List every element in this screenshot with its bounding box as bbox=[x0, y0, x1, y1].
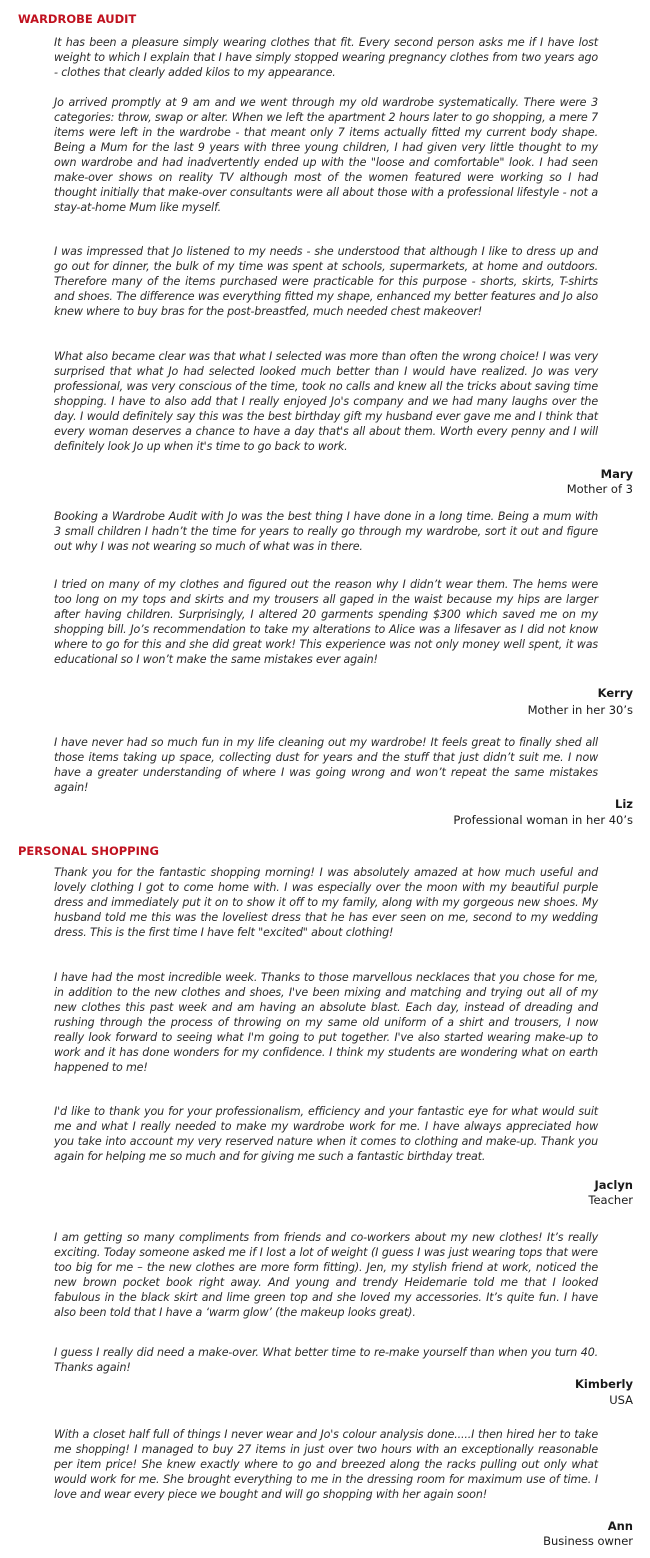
testimonial-liz-paragraph-1: I have never had so much fun in my life cleaning out my wardrobe! It feels great to finally shed all those items taking up space, collecting dust for years and the stuff that just didn’t suit me. I now have a greater understanding of where I was going wrong and won’t repeat the same mistakes again! bbox=[54, 736, 598, 794]
signature-role-ann: Business owner bbox=[543, 1534, 633, 1548]
testimonial-kerry-paragraph-1: Booking a Wardrobe Audit with Jo was the best thing I have done in a long time. Being a mum with 3 small children I hadn’t the time for years to really go through my wardrobe, sort it out and figure out why I was not wearing so much of what was in there. bbox=[54, 510, 598, 553]
testimonial-kerry-paragraph-2: I tried on many of my clothes and figured out the reason why I didn’t wear them. The hems were too long on my tops and skirts and my trousers all gaped in the waist because my hips are larger after having children. Surprisingly, I altered 20 garments spending $300 which saved me on my shopping bill. Jo’s recommendation to take my alterations to Alice was a lifesaver as I did not know where to go for this and she did great work! This experience was not only money well spent, it was educational so I won’t make the same mistakes ever again! bbox=[54, 578, 598, 666]
signature-name-liz: Liz bbox=[615, 797, 633, 811]
section-heading-personal-shopping: PERSONAL SHOPPING bbox=[18, 844, 159, 858]
signature-role-mary: Mother of 3 bbox=[566, 482, 633, 496]
testimonial-mary-paragraph-4: What also became clear was that what I selected was more than often the wrong choice! I was very surprised that what Jo had selected looked much better than I would have realized. Jo was very professional, was very conscious of the time, took no calls and knew all the tricks about saving time shopping. I have to also add that I really enjoyed Jo's company and we had many laughs over the day. I would definitely say this was the best birthday gift my husband ever gave me and I think that every woman deserves a chance to have a day that's all about them. Worth every penny and I will definitely look Jo up when it's time to go back to work. bbox=[54, 350, 598, 453]
testimonial-mary-paragraph-1: It has been a pleasure simply wearing clothes that fit. Every second person asks me if I have lost weight to which I explain that I have simply stopped wearing pregnancy clothes from two years ago - clothes that clearly added kilos to my appearance. bbox=[54, 36, 598, 79]
testimonial-jaclyn-paragraph-3: I'd like to thank you for your professionalism, efficiency and your fantastic eye for what would suit me and what I really needed to make my wardrobe work for me. I have always appreciated how you take into account my very reserved nature when it comes to clothing and make-up. Thank you again for helping me so much and for giving me such a fantastic birthday treat. bbox=[54, 1105, 598, 1163]
testimonial-kimberly-paragraph-2: I guess I really did need a make-over. What better time to re-make yourself than when you turn 40. Thanks again! bbox=[54, 1346, 598, 1374]
testimonial-mary-paragraph-2: Jo arrived promptly at 9 am and we went through my old wardrobe systematically. There were 3 categories: throw, swap or alter. When we left the apartment 2 hours later to go shopping, a mere 7 items were left in the wardrobe - that meant only 7 items actually fitted my current body shape. Being a Mum for the last 9 years with three young children, I had given very little thought to my own wardrobe and had inadvertently ended up with the "loose and comfortable" look. I had seen make-over shows on reality TV although most of the women featured were working so I had thought initially that make-over consultants were all about those with a professional lifestyle - not a stay-at-home Mum like myself. bbox=[54, 96, 598, 214]
signature-name-jaclyn: Jaclyn bbox=[594, 1178, 633, 1192]
signature-role-kimberly: USA bbox=[609, 1393, 633, 1407]
testimonial-ann-paragraph-1: With a closet half full of things I never wear and Jo's colour analysis done.....I then hired her to take me shopping! I managed to buy 27 items in just over two hours with an exceptionally reasonable per item price! She knew exactly where to go and breezed along the racks pulling out only what would work for me. She brought everything to me in the dressing room for maximum use of time. I love and wear every piece we bought and will go shopping with her again soon! bbox=[54, 1428, 598, 1501]
signature-role-kerry: Mother in her 30’s bbox=[527, 703, 633, 717]
section-heading-wardrobe-audit: WARDROBE AUDIT bbox=[18, 12, 137, 26]
testimonial-mary-paragraph-3: I was impressed that Jo listened to my needs - she understood that although I like to dress up and go out for dinner, the bulk of my time was spent at schools, supermarkets, at home and outdoors. Therefore many of the items purchased were practicable for this purpose - shorts, skirts, T-shirts and shoes. The difference was everything fitted my shape, enhanced my better features and Jo also knew where to buy bras for the post-breastfed, much needed chest makeover! bbox=[54, 245, 598, 318]
signature-name-kimberly: Kimberly bbox=[575, 1377, 633, 1391]
testimonial-kimberly-paragraph-1: I am getting so many compliments from friends and co-workers about my new clothes! It’s really exciting. Today someone asked me if I lost a lot of weight (I guess I was just wearing tops that were too big for me – the new clothes are more form fitting). Jen, my stylish friend at work, noticed the new brown pocket book right away. And young and trendy Heidemarie told me that I looked fabulous in the black skirt and lime green top and she loved my accessories. It’s quite fun. I have also been told that I have a ‘warm glow’ (the makeup looks great). bbox=[54, 1231, 598, 1319]
testimonial-jaclyn-paragraph-1: Thank you for the fantastic shopping morning! I was absolutely amazed at how much useful and lovely clothing I got to come home with. I was especially over the moon with my beautiful purple dress and immediately put it on to show it off to my family, along with my gorgeous new shoes. My husband told me this was the loveliest dress that he has ever seen on me, second to my wedding dress. This is the first time I have felt "excited" about clothing! bbox=[54, 866, 598, 939]
signature-name-kerry: Kerry bbox=[597, 686, 633, 700]
testimonial-jaclyn-paragraph-2: I have had the most incredible week. Thanks to those marvellous necklaces that you chose for me, in addition to the new clothes and shoes, I've been mixing and matching and trying out all of my new clothes this past week and am having an absolute blast. Each day, instead of dreading and rushing through the process of throwing on my same old uniform of a shirt and trousers, I now really look forward to seeing what I'm going to put together. I've also started wearing make-up to work and it has done wonders for my confidence. I think my students are wondering what on earth happened to me! bbox=[54, 971, 598, 1074]
signature-role-liz: Professional woman in her 40’s bbox=[453, 813, 633, 827]
signature-name-mary: Mary bbox=[600, 467, 633, 481]
signature-role-jaclyn: Teacher bbox=[588, 1193, 633, 1207]
signature-name-ann: Ann bbox=[607, 1519, 633, 1533]
